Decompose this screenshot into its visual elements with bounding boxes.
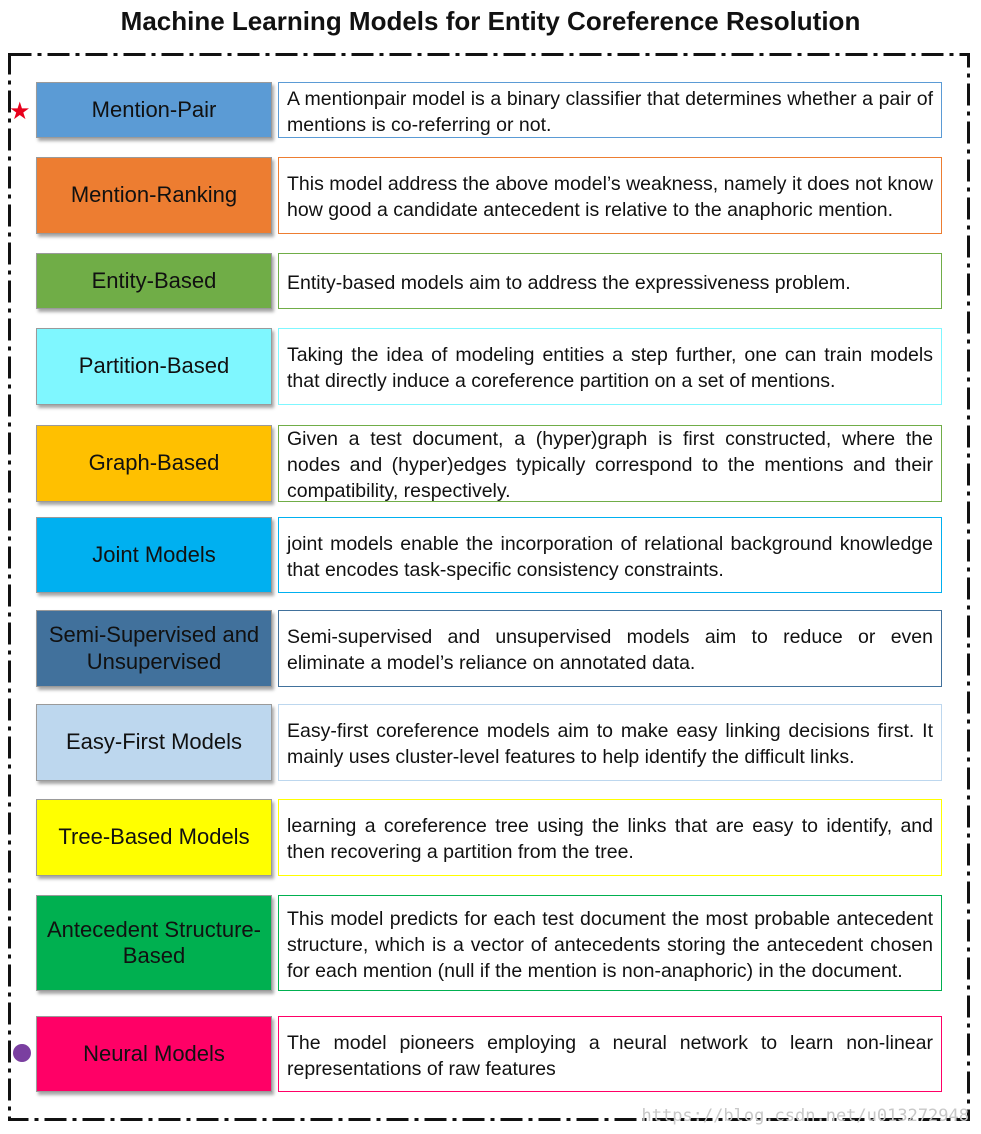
model-row bbox=[36, 82, 944, 138]
model-description: This model address the above model’s weakness, namely it does not know how good a candidate antecedent is relative to the anaphoric mention. bbox=[287, 173, 933, 221]
model-row bbox=[36, 517, 944, 593]
model-description-box bbox=[278, 517, 942, 593]
model-label: Tree-Based Models bbox=[36, 799, 272, 876]
model-label: Semi-Supervised and Unsupervised bbox=[36, 610, 272, 687]
model-row bbox=[36, 799, 944, 876]
watermark: https://blog.csdn.net/u013272948 bbox=[641, 1106, 969, 1126]
model-description: Entity-based models aim to address the expressiveness problem. bbox=[287, 271, 851, 294]
star-icon: ★ bbox=[9, 98, 31, 125]
model-description: A mentionpair model is a binary classifier that determines whether a pair of mentions is co-referring or not. bbox=[287, 87, 933, 136]
model-label: Mention-Ranking bbox=[36, 157, 272, 234]
model-label: Antecedent Structure-Based bbox=[36, 895, 272, 991]
model-row bbox=[36, 157, 944, 234]
model-row bbox=[36, 610, 944, 687]
model-description: learning a coreference tree using the links that are easy to identify, and then recovering a partition from the tree. bbox=[287, 815, 933, 863]
model-label: Graph-Based bbox=[36, 425, 272, 502]
dot-icon bbox=[13, 1044, 31, 1062]
model-description: This model predicts for each test document the most probable antecedent structure, which is a vector of antecedents storing the antecedent chosen for each mention (null if the mention is non-anaphoric) in the document. bbox=[287, 907, 933, 982]
model-row bbox=[36, 328, 944, 405]
model-description-box bbox=[278, 425, 942, 502]
model-description: joint models enable the incorporation of relational background knowledge that encodes task-specific consistency constraints. bbox=[287, 532, 933, 581]
model-description-box bbox=[278, 82, 942, 138]
model-label: Entity-Based bbox=[36, 253, 272, 309]
model-description-box bbox=[278, 328, 942, 405]
page-title: Machine Learning Models for Entity Coreference Resolution bbox=[120, 6, 861, 36]
model-label: Joint Models bbox=[36, 517, 272, 593]
model-description: Semi-supervised and unsupervised models aim to reduce or even eliminate a model’s reliance on annotated data. bbox=[287, 626, 933, 674]
model-description: The model pioneers employing a neural network to learn non-linear representations of raw features bbox=[287, 1031, 933, 1080]
model-description: Given a test document, a (hyper)graph is first constructed, where the nodes and (hyper)edges typically correspond to the mentions and their compatibility, respectively. bbox=[287, 428, 933, 502]
model-row bbox=[36, 895, 944, 991]
model-label: Mention-Pair bbox=[36, 82, 272, 138]
model-row bbox=[36, 1016, 944, 1092]
model-description-box bbox=[278, 704, 942, 781]
model-description-box bbox=[278, 157, 942, 234]
model-label: Easy-First Models bbox=[36, 704, 272, 781]
model-row bbox=[36, 425, 944, 502]
model-description-box bbox=[278, 610, 942, 687]
model-label: Neural Models bbox=[36, 1016, 272, 1092]
model-description: Easy-first coreference models aim to make easy linking decisions first. It mainly uses cluster-level features to help identify the difficult links. bbox=[287, 720, 933, 768]
model-description-box bbox=[278, 1016, 942, 1092]
model-description-box bbox=[278, 895, 942, 991]
model-row bbox=[36, 253, 944, 309]
model-description-box bbox=[278, 253, 942, 309]
model-description-box bbox=[278, 799, 942, 876]
model-row bbox=[36, 704, 944, 781]
model-description: Taking the idea of modeling entities a step further, one can train models that directly induce a coreference partition on a set of mentions. bbox=[287, 344, 933, 392]
model-label: Partition-Based bbox=[36, 328, 272, 405]
